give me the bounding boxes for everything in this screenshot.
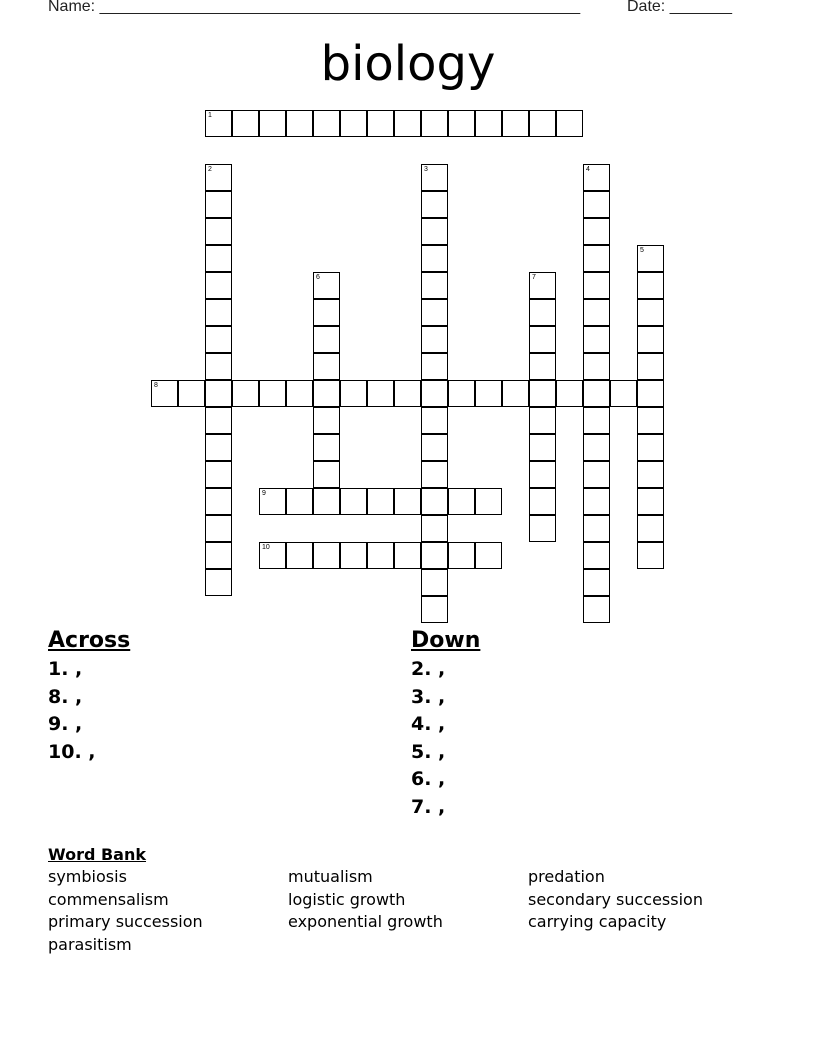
grid-cell[interactable]: [367, 110, 394, 137]
grid-cell[interactable]: [259, 542, 286, 569]
grid-cell[interactable]: [151, 380, 178, 407]
word-bank-item: logistic growth: [288, 889, 406, 909]
grid-cell[interactable]: [583, 434, 610, 461]
grid-cell[interactable]: [421, 407, 448, 434]
grid-cell[interactable]: [637, 488, 664, 515]
grid-cell[interactable]: [448, 488, 475, 515]
grid-cell[interactable]: [583, 407, 610, 434]
grid-cell[interactable]: [583, 380, 610, 407]
grid-cell[interactable]: [205, 164, 232, 191]
grid-cell[interactable]: [448, 380, 475, 407]
word-bank-item: mutualism: [288, 867, 373, 886]
grid-cell[interactable]: [502, 110, 529, 137]
grid-cell[interactable]: [421, 164, 448, 191]
grid-cell[interactable]: [421, 434, 448, 461]
grid-cell[interactable]: [313, 461, 340, 488]
clue-number: 2: [208, 166, 212, 173]
grid-cell[interactable]: [637, 326, 664, 353]
grid-cell[interactable]: [448, 110, 475, 137]
grid-cell[interactable]: [286, 380, 313, 407]
grid-cell[interactable]: [583, 353, 610, 380]
across-clue-8: 8. ,: [48, 685, 83, 708]
grid-cell[interactable]: [583, 191, 610, 218]
name-field-label: Name: ______________________________________________________: [48, 0, 581, 15]
grid-cell[interactable]: [421, 569, 448, 596]
grid-cell[interactable]: [421, 461, 448, 488]
grid-cell[interactable]: [637, 380, 664, 407]
grid-cell[interactable]: [394, 380, 421, 407]
grid-cell[interactable]: [205, 434, 232, 461]
clue-number: 10: [262, 544, 270, 551]
grid-cell[interactable]: [178, 380, 205, 407]
grid-cell[interactable]: [637, 245, 664, 272]
grid-cell[interactable]: [205, 326, 232, 353]
grid-cell[interactable]: [637, 407, 664, 434]
grid-cell[interactable]: [313, 434, 340, 461]
grid-cell[interactable]: [529, 110, 556, 137]
across-clue-9: 9. ,: [48, 713, 83, 735]
down-clue-5: 5. ,: [411, 740, 446, 763]
grid-cell[interactable]: [583, 515, 610, 542]
word-bank-item: parasitism: [48, 934, 132, 954]
grid-cell[interactable]: [394, 110, 421, 137]
grid-cell[interactable]: [583, 245, 610, 272]
clue-number: 6: [316, 274, 320, 281]
clue-number: 7: [532, 274, 536, 281]
word-bank-item: exponential growth: [288, 912, 443, 931]
grid-cell[interactable]: [205, 272, 232, 299]
grid-cell[interactable]: [421, 353, 448, 380]
grid-cell[interactable]: [448, 542, 475, 569]
grid-cell[interactable]: [583, 461, 610, 488]
grid-cell[interactable]: [475, 542, 502, 569]
grid-cell[interactable]: [421, 218, 448, 245]
grid-cell[interactable]: [529, 407, 556, 434]
across-heading: Across: [48, 628, 131, 653]
grid-cell[interactable]: [313, 407, 340, 434]
grid-cell[interactable]: [583, 299, 610, 326]
grid-cell[interactable]: [340, 110, 367, 137]
word-bank-item: symbiosis: [48, 867, 127, 886]
grid-cell[interactable]: [313, 353, 340, 380]
word-bank-heading: Word Bank: [48, 845, 147, 864]
grid-cell[interactable]: [421, 488, 448, 515]
clue-number: 3: [424, 166, 428, 173]
down-clues: [411, 626, 480, 821]
grid-cell[interactable]: [421, 191, 448, 218]
grid-cell[interactable]: [556, 380, 583, 407]
grid-cell[interactable]: [637, 272, 664, 299]
grid-cell[interactable]: [205, 110, 232, 137]
grid-cell[interactable]: [421, 515, 448, 542]
grid-cell[interactable]: [394, 488, 421, 515]
clue-number: 4: [586, 166, 590, 173]
grid-cell[interactable]: [529, 515, 556, 542]
grid-cell[interactable]: [205, 515, 232, 542]
grid-cell[interactable]: [529, 353, 556, 380]
grid-cell[interactable]: [421, 542, 448, 569]
grid-cell[interactable]: [529, 461, 556, 488]
grid-cell[interactable]: [583, 326, 610, 353]
grid-cell[interactable]: [583, 488, 610, 515]
grid-cell[interactable]: [205, 299, 232, 326]
grid-cell[interactable]: [286, 110, 313, 137]
grid-cell[interactable]: [583, 542, 610, 569]
grid-cell[interactable]: [529, 326, 556, 353]
grid-cell[interactable]: [313, 380, 340, 407]
across-clues: [48, 626, 130, 766]
grid-cell[interactable]: [583, 596, 610, 623]
down-clue-3: 3. ,: [411, 685, 446, 708]
down-clue-7: 7. ,: [411, 795, 446, 818]
grid-cell[interactable]: [286, 488, 313, 515]
grid-cell[interactable]: [205, 380, 232, 407]
grid-cell[interactable]: [313, 272, 340, 299]
grid-cell[interactable]: [313, 110, 340, 137]
grid-cell[interactable]: [205, 218, 232, 245]
puzzle-title: biology: [320, 36, 496, 92]
grid-cell[interactable]: [340, 542, 367, 569]
grid-cell[interactable]: [637, 542, 664, 569]
grid-cell[interactable]: [205, 488, 232, 515]
grid-cell[interactable]: [205, 353, 232, 380]
word-bank: [48, 844, 768, 956]
down-clue-6: 6. ,: [411, 768, 446, 790]
down-heading: Down: [411, 628, 481, 653]
grid-cell[interactable]: [475, 110, 502, 137]
grid-cell[interactable]: [529, 272, 556, 299]
grid-cell[interactable]: [421, 326, 448, 353]
grid-cell[interactable]: [475, 380, 502, 407]
word-bank-list: [48, 866, 768, 956]
grid-cell[interactable]: [556, 110, 583, 137]
grid-cell[interactable]: [637, 515, 664, 542]
grid-cell[interactable]: [232, 110, 259, 137]
grid-cell[interactable]: [205, 542, 232, 569]
across-clue-1: 1. ,: [48, 658, 83, 680]
word-bank-item: commensalism: [48, 889, 169, 909]
grid-cell[interactable]: [313, 488, 340, 515]
down-clue-4: 4. ,: [411, 713, 446, 735]
clue-number: 5: [640, 247, 644, 254]
word-bank-item: predation: [528, 867, 605, 886]
clue-number: 1: [208, 112, 212, 119]
grid-cell[interactable]: [610, 380, 637, 407]
across-clue-10: 10. ,: [48, 740, 96, 763]
grid-cell[interactable]: [367, 488, 394, 515]
grid-cell[interactable]: [637, 353, 664, 380]
word-bank-item: secondary succession: [528, 889, 703, 909]
grid-cell[interactable]: [421, 245, 448, 272]
grid-cell[interactable]: [421, 380, 448, 407]
clue-number: 8: [154, 382, 158, 389]
down-clue-2: 2. ,: [411, 658, 446, 680]
grid-cell[interactable]: [259, 488, 286, 515]
grid-cell[interactable]: [259, 380, 286, 407]
grid-cell[interactable]: [313, 326, 340, 353]
grid-cell[interactable]: [421, 596, 448, 623]
grid-cell[interactable]: [205, 461, 232, 488]
word-bank-item: primary succession: [48, 912, 203, 931]
grid-cell[interactable]: [259, 110, 286, 137]
grid-cell[interactable]: [583, 164, 610, 191]
grid-cell[interactable]: [529, 299, 556, 326]
grid-cell[interactable]: [529, 488, 556, 515]
grid-cell[interactable]: [583, 272, 610, 299]
grid-cell[interactable]: [286, 542, 313, 569]
word-bank-item: carrying capacity: [528, 912, 667, 931]
grid-cell[interactable]: [583, 218, 610, 245]
grid-cell[interactable]: [232, 380, 259, 407]
grid-cell[interactable]: [367, 542, 394, 569]
grid-cell[interactable]: [529, 434, 556, 461]
grid-cell[interactable]: [421, 299, 448, 326]
grid-cell[interactable]: [205, 245, 232, 272]
grid-cell[interactable]: [205, 407, 232, 434]
grid-cell[interactable]: [421, 110, 448, 137]
clue-number: 9: [262, 490, 266, 497]
grid-cell[interactable]: [367, 380, 394, 407]
date-field-label: Date: _______: [627, 0, 732, 15]
grid-cell[interactable]: [205, 191, 232, 218]
grid-cell[interactable]: [340, 488, 367, 515]
grid-cell[interactable]: [583, 569, 610, 596]
grid-cell[interactable]: [637, 434, 664, 461]
grid-cell[interactable]: [394, 542, 421, 569]
grid-cell[interactable]: [475, 488, 502, 515]
grid-cell[interactable]: [529, 380, 556, 407]
grid-cell[interactable]: [313, 542, 340, 569]
grid-cell[interactable]: [340, 380, 367, 407]
grid-cell[interactable]: [313, 299, 340, 326]
grid-cell[interactable]: [637, 461, 664, 488]
grid-cell[interactable]: [637, 299, 664, 326]
grid-cell[interactable]: [205, 569, 232, 596]
grid-cell[interactable]: [502, 380, 529, 407]
grid-cell[interactable]: [421, 272, 448, 299]
